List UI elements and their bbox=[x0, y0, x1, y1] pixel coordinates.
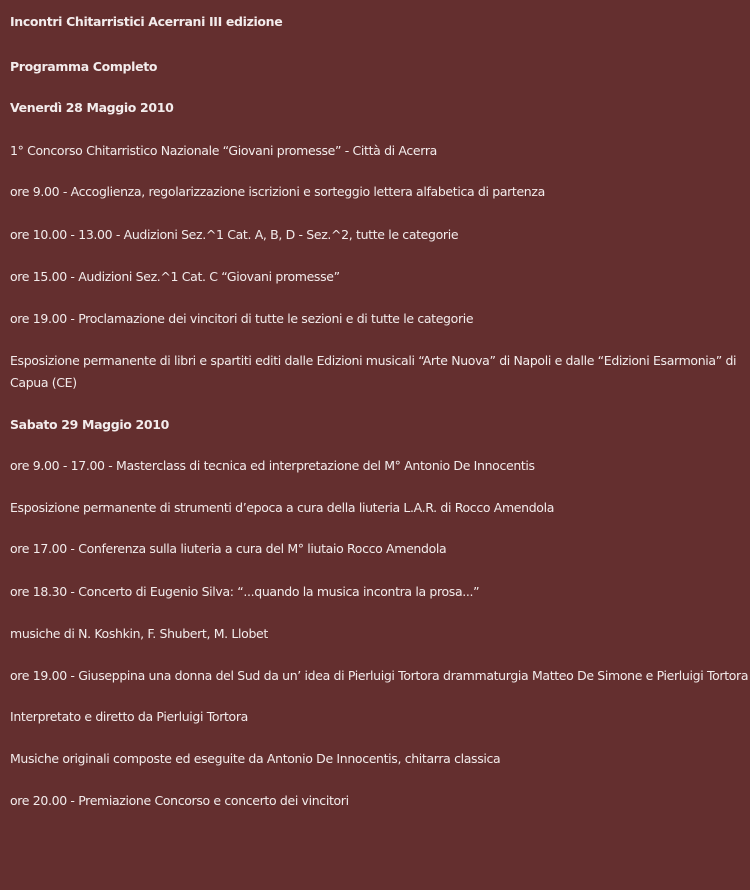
day2-item: ore 19.00 - Giuseppina una donna del Sud da un’ idea di Pierluigi Tortora drammaturgia Matteo De Simone e Pierluigi Tortora bbox=[10, 668, 749, 683]
day2-item: Interpretato e diretto da Pierluigi Tortora bbox=[10, 709, 248, 724]
day2-item: Musiche originali composte ed eseguite da Antonio De Innocentis, chitarra classica bbox=[10, 751, 501, 766]
day2-heading: Sabato 29 Maggio 2010 bbox=[10, 417, 169, 432]
event-title: Incontri Chitarristici Acerrani III edizione bbox=[10, 14, 283, 29]
day2-item: Esposizione permanente di strumenti d’epoca a cura della liuteria L.A.R. di Rocco Amendola bbox=[10, 500, 555, 515]
day2-item: ore 20.00 - Premiazione Concorso e concerto dei vincitori bbox=[10, 793, 349, 808]
day1-item: 1° Concorso Chitarristico Nazionale “Giovani promesse” - Città di Acerra bbox=[10, 143, 437, 158]
day2-item: musiche di N. Koshkin, F. Shubert, M. Llobet bbox=[10, 626, 268, 641]
day1-heading: Venerdì 28 Maggio 2010 bbox=[10, 100, 174, 115]
day1-item: ore 10.00 - 13.00 - Audizioni Sez.^1 Cat. A, B, D - Sez.^2, tutte le categorie bbox=[10, 227, 459, 242]
day2-item: ore 17.00 - Conferenza sulla liuteria a cura del M° liutaio Rocco Amendola bbox=[10, 541, 447, 556]
day2-item: ore 18.30 - Concerto di Eugenio Silva: “...quando la musica incontra la prosa...” bbox=[10, 584, 480, 599]
day1-item: ore 15.00 - Audizioni Sez.^1 Cat. C “Giovani promesse” bbox=[10, 269, 340, 284]
day1-item: ore 9.00 - Accoglienza, regolarizzazione iscrizioni e sorteggio lettera alfabetica di partenza bbox=[10, 184, 545, 199]
day1-item: Esposizione permanente di libri e spartiti editi dalle Edizioni musicali “Arte Nuova” di Napoli e dalle “Edizioni Esarmonia” di Capua (CE) bbox=[10, 353, 737, 390]
day1-item: ore 19.00 - Proclamazione dei vincitori di tutte le sezioni e di tutte le categorie bbox=[10, 311, 474, 326]
program-subtitle: Programma Completo bbox=[10, 59, 158, 74]
day2-item: ore 9.00 - 17.00 - Masterclass di tecnica ed interpretazione del M° Antonio De Innocentis bbox=[10, 458, 535, 473]
